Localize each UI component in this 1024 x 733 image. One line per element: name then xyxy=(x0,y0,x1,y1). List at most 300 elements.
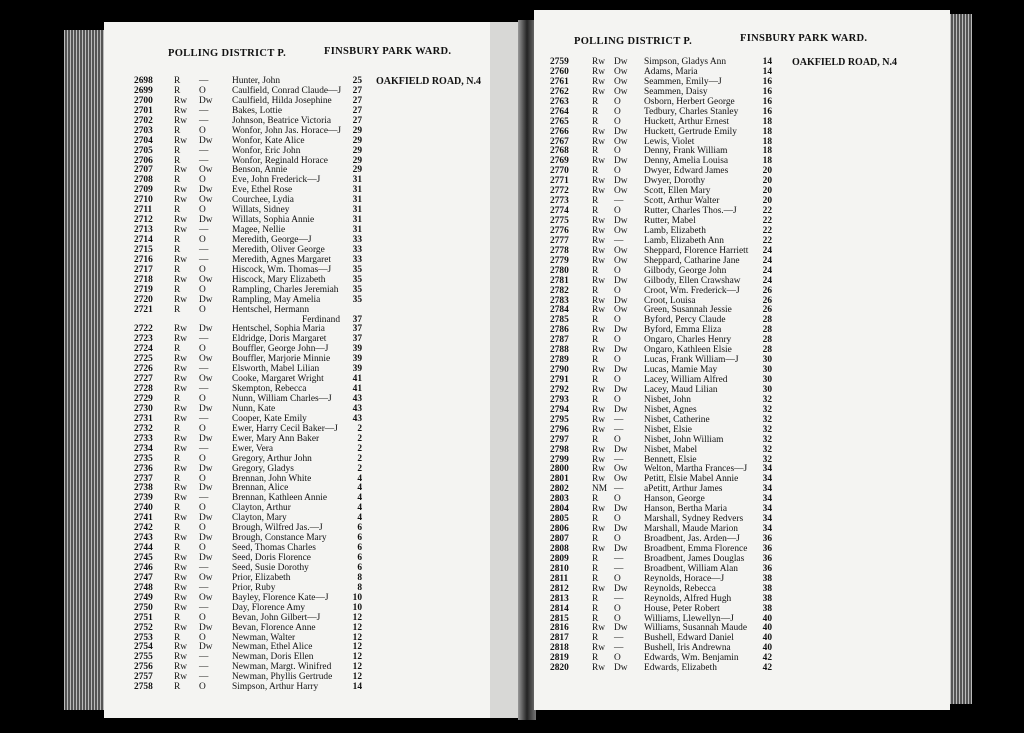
occupier-code: O xyxy=(199,632,206,643)
occupier-code: — xyxy=(199,413,209,424)
elector-number: 2740 xyxy=(134,503,153,514)
qualification: R xyxy=(592,613,599,624)
qualification: R xyxy=(174,523,181,534)
elector-name: Nisbet, John William xyxy=(644,434,724,445)
elector-name: Wonfor, Eric John xyxy=(232,145,301,156)
elector-number: 2777 xyxy=(550,235,569,246)
qualification: Rw xyxy=(592,305,606,316)
elector-name: Cooper, Kate Emily xyxy=(232,413,307,424)
occupier-code: O xyxy=(614,206,621,217)
elector-number: 2743 xyxy=(134,533,153,544)
qualification: R xyxy=(174,205,181,216)
occupier-code: Dw xyxy=(614,365,628,376)
elector-name: Seed, Doris Florence xyxy=(232,553,311,563)
register-row xyxy=(534,166,950,176)
occupier-code: Ow xyxy=(614,136,628,147)
occupier-code: O xyxy=(614,534,621,544)
elector-name: Hentschel, Hermann xyxy=(232,304,310,315)
occupier-code: — xyxy=(199,662,209,673)
elector-number: 2769 xyxy=(550,156,569,167)
house-number: 43 xyxy=(352,403,362,414)
occupier-code: O xyxy=(614,166,621,177)
register-row xyxy=(534,653,950,663)
qualification: Rw xyxy=(174,662,188,673)
occupier-code: Ow xyxy=(199,195,213,206)
house-number: 34 xyxy=(762,524,772,535)
elector-name: Sheppard, Catharine Jane xyxy=(644,255,740,266)
occupier-code: O xyxy=(614,106,621,117)
qualification: Rw xyxy=(592,543,606,554)
register-row xyxy=(534,256,950,266)
elector-name: Johnson, Beatrice Victoria xyxy=(232,115,331,126)
house-number: 32 xyxy=(762,434,772,445)
elector-name: Hanson, Bertha Maria xyxy=(644,504,728,515)
qualification: Rw xyxy=(174,582,188,593)
house-number: 32 xyxy=(762,444,772,455)
qualification: Rw xyxy=(592,156,606,167)
elector-name: Wonfor, John Jas. Horace—J xyxy=(232,125,342,136)
qualification: Rw xyxy=(174,483,188,494)
occupier-code: O xyxy=(199,523,206,534)
house-number: 38 xyxy=(762,583,772,594)
elector-name: Nunn, William Charles—J xyxy=(232,394,332,404)
house-number: 36 xyxy=(762,543,772,554)
house-number: 36 xyxy=(762,553,772,564)
occupier-code: Dw xyxy=(614,325,628,336)
qualification: Rw xyxy=(174,493,188,504)
house-number: 28 xyxy=(762,345,772,356)
register-row xyxy=(104,444,520,454)
occupier-code: Dw xyxy=(614,543,628,554)
occupier-code: O xyxy=(614,603,621,614)
qualification: Rw xyxy=(174,165,188,176)
occupier-code: — xyxy=(199,582,209,593)
elector-number: 2784 xyxy=(550,305,569,316)
qualification: Rw xyxy=(592,384,606,395)
qualification: R xyxy=(174,682,181,693)
occupier-code: Ow xyxy=(614,86,628,97)
elector-name: Lucas, Mamie May xyxy=(644,365,718,376)
occupier-code: O xyxy=(614,434,621,445)
occupier-code: O xyxy=(199,344,206,355)
elector-name: Bayley, Florence Kate—J xyxy=(232,592,329,603)
occupier-code: Dw xyxy=(614,57,628,67)
house-number: 12 xyxy=(352,642,362,653)
register-row xyxy=(534,663,950,673)
elector-number: 2717 xyxy=(134,264,153,275)
register-row xyxy=(104,374,520,384)
register-row xyxy=(104,543,520,553)
qualification: Rw xyxy=(174,95,188,106)
occupier-code: — xyxy=(614,633,624,644)
occupier-code: — xyxy=(614,414,624,425)
elector-number: 2791 xyxy=(550,375,569,385)
elector-name: Eve, Ethel Rose xyxy=(232,185,293,196)
register-row xyxy=(104,414,520,424)
house-number: 16 xyxy=(762,106,772,117)
house-number: 38 xyxy=(762,603,772,614)
qualification: R xyxy=(592,494,599,505)
elector-name: Bushell, Iris Andrewna xyxy=(644,643,731,654)
occupier-code: Dw xyxy=(614,663,628,674)
elector-name: Nisbet, John xyxy=(644,394,691,405)
elector-name: Bakes, Lottie xyxy=(232,105,282,116)
house-number: 14 xyxy=(762,66,772,77)
occupier-code: — xyxy=(614,563,624,574)
house-number: 2 xyxy=(357,463,362,474)
register-row xyxy=(104,633,520,643)
occupier-code: O xyxy=(614,146,621,157)
ward-heading: FINSBURY PARK WARD. xyxy=(740,33,868,44)
elector-number: 2818 xyxy=(550,643,569,654)
elector-number: 2814 xyxy=(550,603,569,614)
elector-name: Huckett, Gertrude Emily xyxy=(644,126,737,137)
register-row xyxy=(104,136,520,146)
house-number: 4 xyxy=(357,493,362,504)
qualification: Rw xyxy=(174,215,188,226)
elector-name: Rutter, Charles Thos.—J xyxy=(644,206,737,217)
elector-number: 2787 xyxy=(550,335,569,346)
register-row xyxy=(534,544,950,554)
elector-number: 2699 xyxy=(134,85,153,96)
register-row xyxy=(104,265,520,275)
register-row xyxy=(534,315,950,325)
elector-number: 2702 xyxy=(134,115,153,126)
page-stack-edge-left xyxy=(64,30,104,710)
register-row xyxy=(534,494,950,504)
elector-name: Broadbent, James Douglas xyxy=(644,553,745,564)
house-number: 40 xyxy=(762,613,772,624)
elector-number: 2749 xyxy=(134,592,153,603)
occupier-code: Dw xyxy=(199,433,213,444)
elector-name: Reynolds, Alfred Hugh xyxy=(644,593,732,604)
elector-number: 2735 xyxy=(134,453,153,464)
occupier-code: Dw xyxy=(199,553,213,563)
occupier-code: O xyxy=(614,573,621,584)
qualification: Rw xyxy=(174,195,188,206)
house-number: 16 xyxy=(762,96,772,107)
elector-name: Broadbent, Jas. Arden—J xyxy=(644,534,740,544)
elector-name: Benson, Annie xyxy=(232,165,288,176)
elector-number: 2812 xyxy=(550,583,569,594)
qualification: Rw xyxy=(592,504,606,515)
register-row xyxy=(534,87,950,97)
house-number: 29 xyxy=(352,165,362,176)
occupier-code: — xyxy=(614,235,624,246)
elector-name: Newman, Walter xyxy=(232,632,296,643)
elector-name: Hiscock, Wm. Thomas—J xyxy=(232,264,332,275)
qualification: Rw xyxy=(592,454,606,465)
register-row xyxy=(534,623,950,633)
occupier-code: — xyxy=(614,484,624,495)
house-number: 29 xyxy=(352,145,362,156)
occupier-code: Ow xyxy=(614,66,628,77)
house-number: 14 xyxy=(352,682,362,693)
elector-number: 2788 xyxy=(550,345,569,356)
qualification: R xyxy=(592,394,599,405)
occupier-code: — xyxy=(199,145,209,156)
elector-number: 2775 xyxy=(550,216,569,226)
elector-name: Tedbury, Charles Stanley xyxy=(644,106,739,117)
house-number: 32 xyxy=(762,424,772,435)
elector-number: 2810 xyxy=(550,563,569,574)
register-row xyxy=(104,344,520,354)
qualification: Rw xyxy=(174,602,188,613)
elector-number: 2748 xyxy=(134,582,153,593)
qualification: Rw xyxy=(174,672,188,683)
house-number: 31 xyxy=(352,185,362,196)
house-number: 32 xyxy=(762,404,772,415)
qualification: Rw xyxy=(592,474,606,485)
occupier-code: Dw xyxy=(199,95,213,106)
register-row xyxy=(534,335,950,345)
qualification: R xyxy=(592,434,599,445)
qualification: Rw xyxy=(592,424,606,435)
occupier-code: O xyxy=(614,355,621,366)
occupier-code: Ow xyxy=(199,354,213,365)
occupier-code: Ow xyxy=(614,305,628,316)
house-number: 6 xyxy=(357,562,362,573)
register-row xyxy=(534,425,950,435)
occupier-code: — xyxy=(199,652,209,663)
qualification: Rw xyxy=(592,295,606,306)
elector-number: 2705 xyxy=(134,145,153,156)
occupier-code: Ow xyxy=(614,186,628,197)
register-row xyxy=(534,375,950,385)
elector-name: Ewer, Harry Cecil Baker—J xyxy=(232,423,338,434)
occupier-code: O xyxy=(199,284,206,295)
occupier-code: Dw xyxy=(614,504,628,515)
elector-number: 2716 xyxy=(134,254,153,265)
occupier-code: — xyxy=(199,76,209,86)
house-number: 27 xyxy=(352,105,362,116)
qualification: Rw xyxy=(174,572,188,583)
occupier-code: O xyxy=(614,494,621,505)
qualification: R xyxy=(592,375,599,385)
elector-number: 2711 xyxy=(134,205,153,216)
qualification: R xyxy=(174,264,181,275)
elector-name: Williams, Llewellyn—J xyxy=(644,613,734,624)
occupier-code: O xyxy=(199,235,206,245)
occupier-code: — xyxy=(199,155,209,166)
elector-number: 2793 xyxy=(550,394,569,405)
house-number: 10 xyxy=(352,602,362,613)
house-number: 2 xyxy=(357,423,362,434)
register-row xyxy=(534,345,950,355)
occupier-code: O xyxy=(199,423,206,434)
elector-number: 2746 xyxy=(134,562,153,573)
elector-name: Nisbet, Agnes xyxy=(644,404,697,415)
house-number: 34 xyxy=(762,494,772,505)
house-number: 16 xyxy=(762,76,772,87)
occupier-code: Ow xyxy=(614,245,628,256)
elector-name: Dwyer, Edward James xyxy=(644,166,729,177)
elector-name: Rutter, Mabel xyxy=(644,216,696,226)
occupier-code: Ow xyxy=(199,572,213,583)
elector-number: 2734 xyxy=(134,443,153,454)
register-row xyxy=(534,146,950,156)
register-row xyxy=(104,245,520,255)
elector-number: 2820 xyxy=(550,663,569,674)
house-number: 30 xyxy=(762,365,772,376)
elector-name: Prior, Ruby xyxy=(232,582,276,593)
qualification: Rw xyxy=(592,464,606,475)
qualification: Rw xyxy=(592,225,606,236)
house-number: 24 xyxy=(762,275,772,286)
register-row xyxy=(534,484,950,494)
elector-number: 2770 xyxy=(550,166,569,177)
register-row xyxy=(104,682,520,692)
elector-name: Denny, Frank William xyxy=(644,146,728,157)
elector-name: Croot, Louisa xyxy=(644,295,696,306)
register-row xyxy=(104,503,520,513)
elector-name: Willats, Sophia Annie xyxy=(232,215,315,226)
elector-number: 2719 xyxy=(134,284,153,295)
elector-name: Seed, Thomas Charles xyxy=(232,543,316,554)
qualification: Rw xyxy=(174,403,188,414)
elector-number: 2753 xyxy=(134,632,153,643)
register-row xyxy=(104,215,520,225)
register-row xyxy=(104,593,520,603)
elector-name: Hunter, John xyxy=(232,76,281,86)
occupier-code: O xyxy=(614,315,621,326)
elector-number: 2796 xyxy=(550,424,569,435)
register-row xyxy=(104,354,520,364)
qualification: R xyxy=(592,106,599,117)
elector-number: 2715 xyxy=(134,244,153,255)
occupier-code: Ow xyxy=(199,165,213,176)
qualification: Rw xyxy=(592,444,606,455)
house-number: 18 xyxy=(762,126,772,137)
elector-name: Reynolds, Rebecca xyxy=(644,583,716,594)
elector-number: 2707 xyxy=(134,165,153,176)
register-list xyxy=(534,57,950,673)
house-number: 42 xyxy=(762,663,772,674)
qualification: Rw xyxy=(592,365,606,376)
elector-number: 2785 xyxy=(550,315,569,326)
elector-name: Williams, Susannah Maude xyxy=(644,623,747,634)
elector-number: 2709 xyxy=(134,185,153,196)
elector-name: Meredith, Agnes Margaret xyxy=(232,254,332,265)
register-row xyxy=(534,554,950,564)
elector-number: 2754 xyxy=(134,642,153,653)
qualification: R xyxy=(592,315,599,326)
house-number: 16 xyxy=(762,86,772,97)
qualification: NM xyxy=(592,484,608,495)
qualification: Rw xyxy=(592,245,606,256)
qualification: Rw xyxy=(592,86,606,97)
house-number: 29 xyxy=(352,155,362,166)
register-row xyxy=(104,324,520,334)
qualification: Rw xyxy=(174,334,188,345)
elector-name: Nisbet, Mabel xyxy=(644,444,698,455)
register-row xyxy=(534,614,950,624)
elector-number: 2783 xyxy=(550,295,569,306)
elector-name: Seed, Susie Dorothy xyxy=(232,562,309,573)
register-row xyxy=(534,455,950,465)
house-number: 31 xyxy=(352,195,362,206)
occupier-code: O xyxy=(199,473,206,484)
register-row xyxy=(104,185,520,195)
register-row xyxy=(104,86,520,96)
elector-name: Newman, Doris Ellen xyxy=(232,652,314,663)
register-row xyxy=(104,513,520,523)
elector-number: 2708 xyxy=(134,175,153,186)
qualification: R xyxy=(174,632,181,643)
elector-name: Edwards, Wm. Benjamin xyxy=(644,653,739,664)
elector-name: Ewer, Vera xyxy=(232,443,274,454)
occupier-code: — xyxy=(199,254,209,265)
qualification: Rw xyxy=(174,254,188,265)
elector-name: House, Peter Robert xyxy=(644,603,720,614)
register-row xyxy=(534,584,950,594)
house-number: 39 xyxy=(352,344,362,355)
qualification: R xyxy=(592,116,599,127)
occupier-code: O xyxy=(199,543,206,554)
occupier-code: — xyxy=(199,493,209,504)
house-number: 30 xyxy=(762,384,772,395)
register-row xyxy=(104,404,520,414)
qualification: Rw xyxy=(174,185,188,196)
qualification: R xyxy=(174,473,181,484)
elector-number: 2732 xyxy=(134,423,153,434)
elector-name: Denny, Amelia Louisa xyxy=(644,156,729,167)
qualification: Rw xyxy=(592,235,606,246)
register-row xyxy=(104,563,520,573)
occupier-code: O xyxy=(614,375,621,385)
register-row xyxy=(104,146,520,156)
elector-name: Marshall, Maude Marion xyxy=(644,524,738,535)
qualification: Rw xyxy=(592,66,606,77)
occupier-code: Dw xyxy=(199,215,213,226)
register-row xyxy=(104,165,520,175)
register-row xyxy=(104,623,520,633)
elector-name: Green, Susannah Jessie xyxy=(644,305,732,316)
house-number: 32 xyxy=(762,414,772,425)
house-number: 2 xyxy=(357,433,362,444)
elector-number: 2751 xyxy=(134,612,153,623)
elector-name: Rampling, Charles Jeremiah xyxy=(232,284,339,295)
occupier-code: Dw xyxy=(199,533,213,544)
register-row xyxy=(534,633,950,643)
elector-name: Willats, Sidney xyxy=(232,205,290,216)
register-row xyxy=(534,385,950,395)
house-number: 29 xyxy=(352,135,362,146)
house-number: 43 xyxy=(352,394,362,404)
occupier-code: — xyxy=(199,384,209,395)
house-number: 18 xyxy=(762,146,772,157)
qualification: R xyxy=(592,514,599,525)
house-number: 8 xyxy=(357,582,362,593)
register-row xyxy=(534,266,950,276)
house-number: 32 xyxy=(762,454,772,465)
house-number: 29 xyxy=(352,125,362,136)
register-row xyxy=(104,454,520,464)
elector-number: 2713 xyxy=(134,225,153,236)
qualification: Rw xyxy=(592,176,606,187)
qualification: R xyxy=(592,534,599,544)
house-number: 27 xyxy=(352,115,362,126)
elector-name: Gregory, Gladys xyxy=(232,463,294,474)
elector-name: Osborn, Herbert George xyxy=(644,96,735,107)
elector-number: 2804 xyxy=(550,504,569,515)
elector-name: Caulfield, Hilda Josephine xyxy=(232,95,332,106)
occupier-code: — xyxy=(199,244,209,255)
elector-number: 2701 xyxy=(134,105,153,116)
register-row xyxy=(534,216,950,226)
register-row xyxy=(534,435,950,445)
register-row xyxy=(104,394,520,404)
